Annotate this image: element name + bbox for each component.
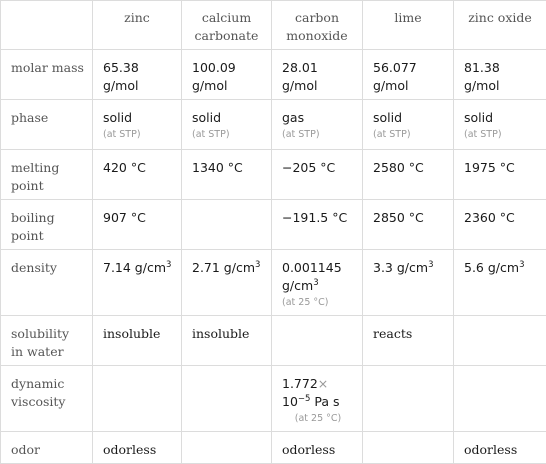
- cell-solubility-lime: reacts: [363, 316, 454, 366]
- density-exponent: 3: [166, 260, 171, 270]
- cell-molar-mass-zinc: 65.38 g/mol: [93, 50, 182, 100]
- cell-phase-zinc: [93, 100, 182, 150]
- density-exponent: 3: [519, 260, 524, 270]
- cell-boiling-point-calcium-carbonate: [182, 200, 272, 250]
- cell-phase-calcium-carbonate: [182, 100, 272, 150]
- density-value: 2.71 g/cm: [192, 260, 255, 275]
- density-exponent: 3: [255, 260, 260, 270]
- cell-boiling-point-lime: 2850 °C: [363, 200, 454, 250]
- phase-value: solid: [373, 110, 402, 125]
- phase-note: (at STP): [103, 127, 173, 143]
- cell-odor-zinc-oxide: odorless: [454, 432, 546, 464]
- cell-viscosity-zinc-oxide: [454, 366, 546, 432]
- phase-note: (at STP): [373, 127, 445, 143]
- cell-solubility-zinc-oxide: [454, 316, 546, 366]
- row-label-phase: phase: [1, 100, 93, 150]
- cell-phase-carbon-monoxide: [272, 100, 363, 150]
- cell-density-carbon-monoxide: [272, 250, 363, 316]
- cell-density-calcium-carbonate: [182, 250, 272, 316]
- cell-density-lime: [363, 250, 454, 316]
- viscosity-mantissa: 1.772: [282, 376, 318, 391]
- cell-phase-zinc-oxide: [454, 100, 546, 150]
- cell-viscosity-zinc: [93, 366, 182, 432]
- cell-molar-mass-zinc-oxide: 81.38 g/mol: [454, 50, 546, 100]
- cell-viscosity-calcium-carbonate: [182, 366, 272, 432]
- column-header-calcium-carbonate: calcium carbonate: [182, 1, 272, 50]
- phase-note: (at STP): [464, 127, 538, 143]
- phase-note: (at STP): [192, 127, 263, 143]
- row-label-melting-point: melting point: [1, 150, 93, 200]
- cell-melting-point-calcium-carbonate: 1340 °C: [182, 150, 272, 200]
- table-row-molar-mass: [1, 50, 546, 100]
- table-row-density: [1, 250, 546, 316]
- cell-solubility-zinc: insoluble: [93, 316, 182, 366]
- times-sign: ×: [318, 376, 328, 391]
- row-label-odor: odor: [1, 432, 93, 464]
- density-value: 3.3 g/cm: [373, 260, 428, 275]
- table-row-phase: [1, 100, 546, 150]
- cell-density-zinc-oxide: [454, 250, 546, 316]
- phase-value: solid: [192, 110, 221, 125]
- cell-molar-mass-calcium-carbonate: 100.09 g/mol: [182, 50, 272, 100]
- phase-note: (at STP): [282, 127, 354, 143]
- viscosity-note: (at 25 °C): [282, 411, 354, 427]
- phase-value: solid: [103, 110, 132, 125]
- density-value: 5.6 g/cm: [464, 260, 519, 275]
- cell-boiling-point-zinc: 907 °C: [93, 200, 182, 250]
- cell-solubility-calcium-carbonate: insoluble: [182, 316, 272, 366]
- density-note: (at 25 °C): [282, 295, 354, 311]
- viscosity-base: 10: [282, 394, 298, 409]
- viscosity-exponent: −5: [298, 394, 311, 404]
- cell-molar-mass-lime: 56.077 g/mol: [363, 50, 454, 100]
- row-label-solubility: solubility in water: [1, 316, 93, 366]
- table-row-boiling-point: [1, 200, 546, 250]
- density-value: 0.001145 g/cm: [282, 260, 342, 293]
- cell-melting-point-lime: 2580 °C: [363, 150, 454, 200]
- cell-phase-lime: [363, 100, 454, 150]
- phase-value: gas: [282, 110, 304, 125]
- density-exponent: 3: [313, 278, 318, 288]
- row-label-density: density: [1, 250, 93, 316]
- cell-melting-point-carbon-monoxide: −205 °C: [272, 150, 363, 200]
- cell-boiling-point-zinc-oxide: 2360 °C: [454, 200, 546, 250]
- cell-odor-calcium-carbonate: [182, 432, 272, 464]
- cell-odor-lime: [363, 432, 454, 464]
- row-label-dynamic-viscosity: dynamic viscosity: [1, 366, 93, 432]
- column-header-carbon-monoxide: carbon monoxide: [272, 1, 363, 50]
- cell-odor-carbon-monoxide: odorless: [272, 432, 363, 464]
- table-row-dynamic-viscosity: [1, 366, 546, 432]
- cell-boiling-point-carbon-monoxide: −191.5 °C: [272, 200, 363, 250]
- cell-melting-point-zinc: 420 °C: [93, 150, 182, 200]
- density-value: 7.14 g/cm: [103, 260, 166, 275]
- cell-molar-mass-carbon-monoxide: 28.01 g/mol: [272, 50, 363, 100]
- table-row-solubility: [1, 316, 546, 366]
- row-label-boiling-point: boiling point: [1, 200, 93, 250]
- cell-melting-point-zinc-oxide: 1975 °C: [454, 150, 546, 200]
- column-header-lime: lime: [363, 1, 454, 50]
- viscosity-unit: Pa s: [314, 394, 339, 409]
- column-header-zinc: zinc: [93, 1, 182, 50]
- column-header-zinc-oxide: zinc oxide: [454, 1, 546, 50]
- cell-solubility-carbon-monoxide: [272, 316, 363, 366]
- cell-viscosity-lime: [363, 366, 454, 432]
- table-row-odor: [1, 432, 546, 464]
- cell-viscosity-carbon-monoxide: [272, 366, 363, 432]
- header-row: [1, 1, 546, 50]
- corner-cell: [1, 1, 93, 50]
- row-label-molar-mass: molar mass: [1, 50, 93, 100]
- cell-density-zinc: [93, 250, 182, 316]
- density-exponent: 3: [428, 260, 433, 270]
- phase-value: solid: [464, 110, 493, 125]
- cell-odor-zinc: odorless: [93, 432, 182, 464]
- table-row-melting-point: [1, 150, 546, 200]
